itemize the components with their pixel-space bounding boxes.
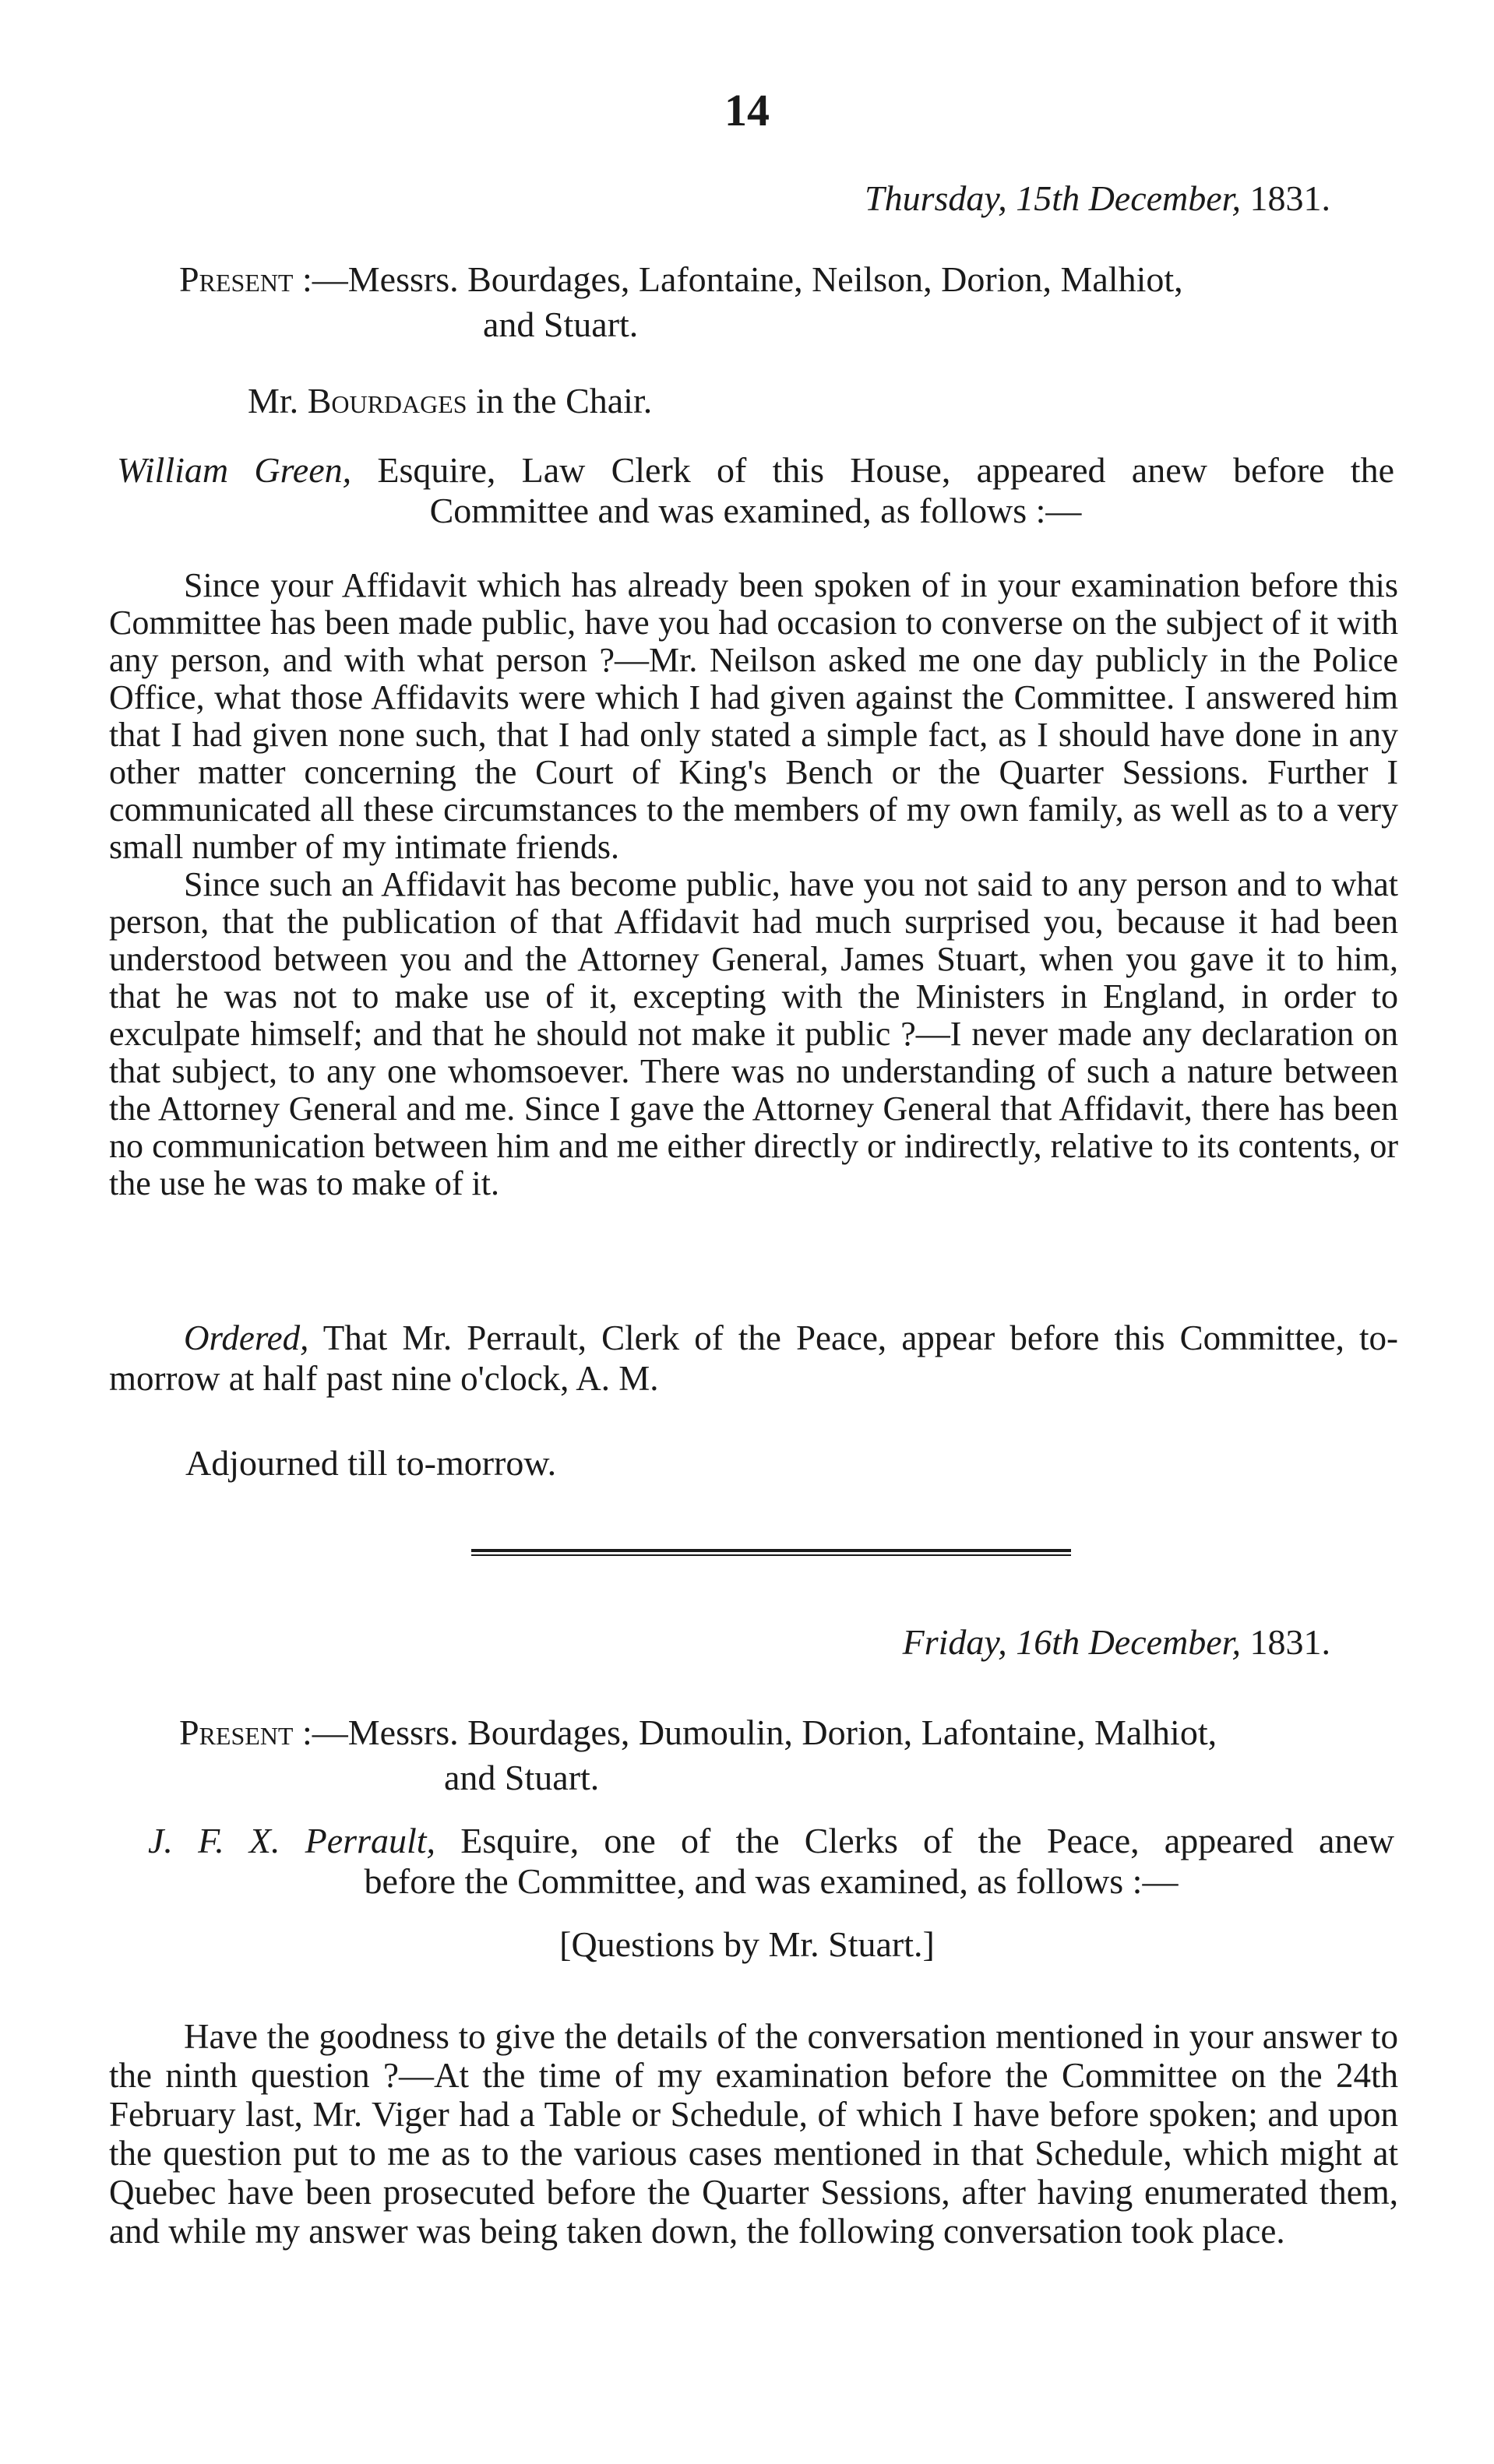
examination-text	[109, 567, 1398, 1202]
present-cont: and Stuart.	[483, 304, 639, 344]
adjourned-line: Adjourned till to-morrow.	[185, 1443, 557, 1483]
questions-heading: [Questions by Mr. Stuart.]	[559, 1924, 935, 1964]
present-text: :—Messrs. Bourdages, Dumoulin, Dorion, Lafontaine, Malhiot,	[301, 1712, 1217, 1752]
paragraph: Have the goodness to give the details of the conversation mentioned in your answer to the ninth question ?—At the time of my examination before the Committee on the 24th February last, Mr. Viger had a Table or Schedule, of which I have before spoken; and upon the question put to me as to the various cases mentioned in that Schedule, which might at Quebec have been prosecuted before the Quarter Sessions, after having enumerated them, and while my answer was being taken down, the following conversation took place.	[109, 2017, 1398, 2251]
present-members	[179, 1710, 1394, 1800]
witness-line2: before the Committee, and was examined, as follows :—	[364, 1861, 1179, 1901]
session-date	[903, 1621, 1330, 1663]
page-number: 14	[724, 85, 770, 136]
paragraph: Since such an Affidavit has become public, have you not said to any person and to what person, that the publication of that Affidavit had much surprised you, because it had been understood between you and the Attorney General, James Stuart, when you gave it to him, that he was not to make use of it, excepting with the Ministers in England, in order to exculpate himself; and that he should not make it public ?—I never made any declaration on that subject, to any one whomsoever. There was no understanding of such a nature between the Attorney General and me. Since I gave the Attorney General that Affidavit, there has been no communication between him and me either directly or indirectly, relative to its contents, or the use he was to make of it.	[109, 865, 1398, 1202]
present-text: :—Messrs. Bourdages, Lafontaine, Neilson, Dorion, Malhiot,	[301, 259, 1183, 299]
date-rest: 15th December,	[1016, 178, 1241, 218]
session-date	[865, 178, 1330, 219]
examination-text	[109, 2017, 1398, 2251]
present-cont: and Stuart.	[444, 1758, 600, 1797]
witness-name: William Green,	[117, 450, 352, 490]
chair-suffix: in the Chair.	[476, 381, 653, 421]
section-divider	[471, 1549, 1071, 1556]
witness-line1: Esquire, one of the Clerks of the Peace, appeared anew	[460, 1821, 1395, 1860]
witness-intro	[117, 450, 1394, 531]
date-year: 1831.	[1249, 178, 1330, 218]
date-day: Thursday,	[865, 178, 1007, 218]
present-label: Present	[179, 1712, 294, 1752]
present-label: Present	[179, 259, 294, 299]
chair-line	[248, 380, 652, 421]
witness-intro	[148, 1821, 1394, 1902]
present-members	[179, 257, 1394, 347]
order-text	[109, 1318, 1398, 1399]
chair-name: Bourdages	[307, 381, 467, 421]
date-year: 1831.	[1249, 1622, 1330, 1662]
ordered-text: That Mr. Perrault, Clerk of the Peace, appear before this Committee, to-morrow at half past nine o'clock, A. M.	[109, 1318, 1398, 1398]
witness-line1: Esquire, Law Clerk of this House, appeared anew before the	[377, 450, 1394, 490]
date-day: Friday,	[902, 1622, 1007, 1662]
ordered-label: Ordered,	[184, 1318, 309, 1357]
date-rest: 16th December,	[1016, 1622, 1241, 1662]
witness-line2: Committee and was examined, as follows :—	[429, 491, 1082, 530]
witness-name: J. F. X. Perrault,	[148, 1821, 436, 1860]
paragraph: Since your Affidavit which has already been spoken of in your examination before this Committee has been made public, have you had occasion to converse on the subject of it with any person, and with what person ?—Mr. Neilson asked me one day publicly in the Police Office, what those Affidavits were which I had given against the Committee. I answered him that I had given none such, that I had only stated a simple fact, as I should have done in any other matter concerning the Court of King's Bench or the Quarter Sessions. Further I communicated all these circumstances to the members of my own family, as well as to a very small number of my intimate friends.	[109, 566, 1398, 866]
chair-prefix: Mr.	[248, 381, 299, 421]
